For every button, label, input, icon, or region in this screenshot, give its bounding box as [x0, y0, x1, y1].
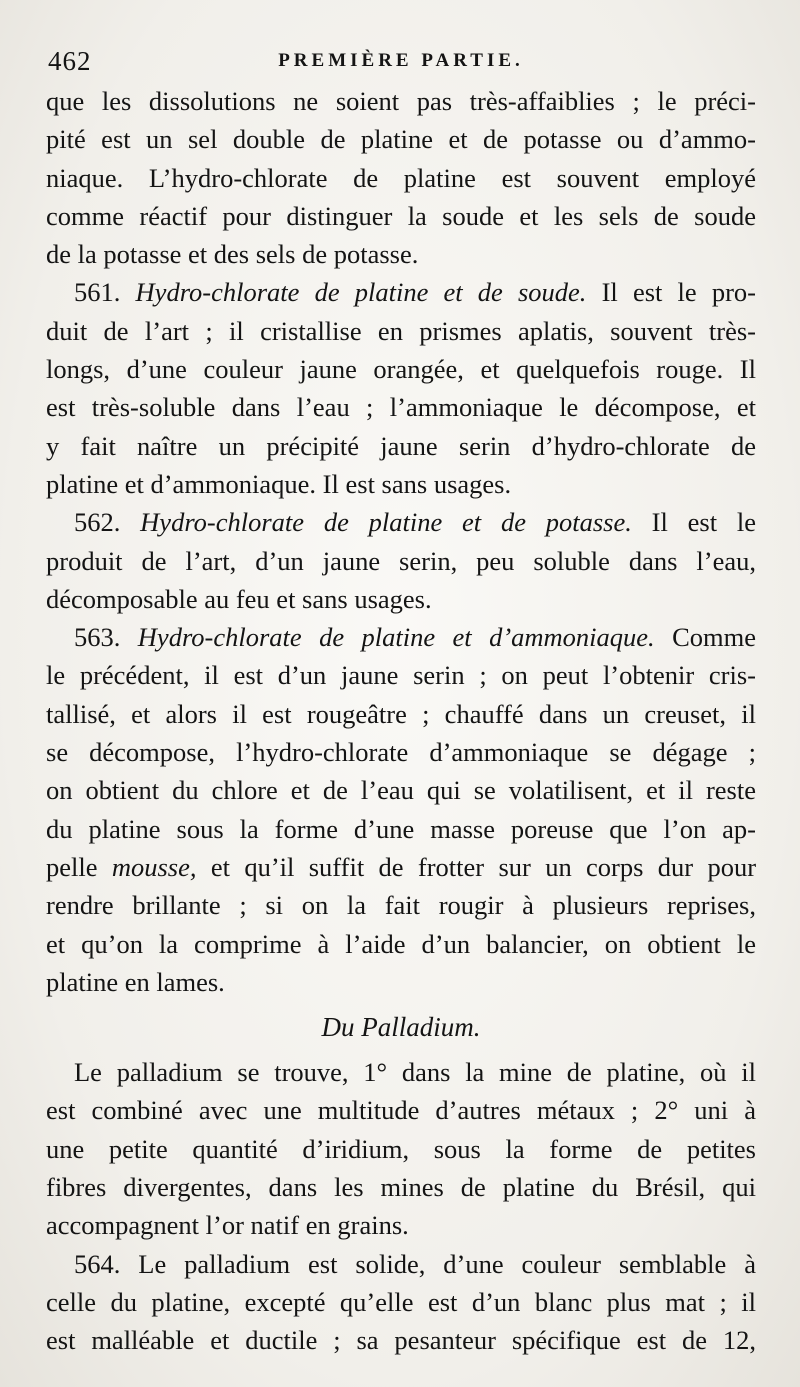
- text-line: pité est un sel double de platine et de potasse ou d’ammo-: [46, 124, 756, 155]
- article-number: 561.: [74, 277, 121, 308]
- paragraph-561: [46, 273, 756, 503]
- text-line: celle du platine, excepté qu’elle est d’un blanc plus mat ; il: [46, 1286, 756, 1317]
- text-line: tallisé, et alors il est rougeâtre ; chauffé dans un creuset, il: [46, 698, 756, 729]
- text-line: Le palladium se trouve, 1° dans la mine de platine, où il: [74, 1057, 756, 1088]
- text-line: [46, 273, 756, 311]
- section-heading: [46, 1001, 756, 1047]
- text-line: du platine sous la forme d’une masse poreuse que l’on ap-: [46, 813, 756, 844]
- text-line: duit de l’art ; il cristallise en prismes aplatis, souvent très-: [46, 315, 756, 346]
- paragraph-562: [46, 503, 756, 618]
- text-line: est très-soluble dans l’eau ; l’ammoniaque le décompose, et: [46, 392, 756, 423]
- text-line: est malléable et ductile ; sa pesanteur spécifique est de 12,: [46, 1325, 756, 1356]
- text-line: comme réactif pour distinguer la soude et les sels de soude: [46, 200, 756, 231]
- text-line: se décompose, l’hydro-chlorate d’ammoniaque se dégage ;: [46, 737, 756, 768]
- text-line: le précédent, il est d’un jaune serin ; on peut l’obtenir cris-: [46, 660, 756, 691]
- text-span: pelle: [46, 851, 98, 882]
- text-line: est combiné avec une multitude d’autres métaux ; 2° uni à: [46, 1095, 756, 1126]
- text-line: produit de l’art, d’un jaune serin, peu soluble dans l’eau,: [46, 545, 756, 576]
- paragraph-palladium-intro: [46, 1053, 756, 1244]
- text-line: niaque. L’hydro-chlorate de platine est souvent employé: [46, 162, 756, 193]
- text-line: et qu’on la comprime à l’aide d’un balancier, on obtient le: [46, 928, 756, 959]
- running-title: PREMIÈRE PARTIE.: [278, 50, 524, 71]
- text-line: de la potasse et des sels de potasse.: [46, 239, 419, 270]
- paragraph-563: [46, 618, 756, 1001]
- text-line: longs, d’une couleur jaune orangée, et quelquefois rouge. Il: [46, 354, 756, 385]
- italic-term: mousse,: [111, 851, 197, 882]
- paragraph-continuation: [46, 82, 756, 273]
- paragraph-564: [46, 1245, 756, 1360]
- text-line: platine et d’ammoniaque. Il est sans usages.: [46, 468, 512, 499]
- text-line: accompagnent l’or natif en grains.: [46, 1210, 409, 1241]
- text-line: [46, 848, 756, 886]
- section-heading-text: Du Palladium.: [321, 1012, 481, 1043]
- text-line: platine en lames.: [46, 966, 225, 997]
- page-header: [46, 42, 756, 82]
- text-line: une petite quantité d’iridium, sous la forme de petites: [46, 1133, 756, 1164]
- text-span: Il est le: [651, 507, 757, 538]
- text-line: [46, 618, 756, 656]
- text-line: rendre brillante ; si on la fait rougir à plusieurs reprises,: [46, 890, 756, 921]
- text-line: 564. Le palladium est solide, d’une couleur semblable à: [74, 1248, 756, 1279]
- article-title: Hydro-chlorate de platine et de potasse.: [140, 507, 632, 538]
- text-span: Il est le pro-: [601, 277, 756, 308]
- article-number: 562.: [74, 507, 121, 538]
- text-line: fibres divergentes, dans les mines de platine du Brésil, qui: [46, 1172, 756, 1203]
- text-line: que les dissolutions ne soient pas très-affaiblies ; le préci-: [46, 86, 756, 116]
- article-title: Hydro-chlorate de platine et de soude.: [135, 277, 587, 308]
- article-title: Hydro-chlorate de platine et d’ammoniaque.: [137, 622, 655, 653]
- article-number: 563.: [74, 622, 121, 653]
- page-number: 462: [48, 46, 92, 76]
- text-span: et qu’il suffit de frotter sur un corps dur pour: [210, 851, 757, 882]
- text-line: [46, 503, 756, 541]
- text-line: on obtient du chlore et de l’eau qui se volatilisent, et il reste: [46, 775, 756, 806]
- text-line: décomposable au feu et sans usages.: [46, 583, 432, 614]
- text-line: y fait naître un précipité jaune serin d’hydro-chlorate de: [46, 430, 756, 461]
- text-span: Comme: [672, 622, 757, 653]
